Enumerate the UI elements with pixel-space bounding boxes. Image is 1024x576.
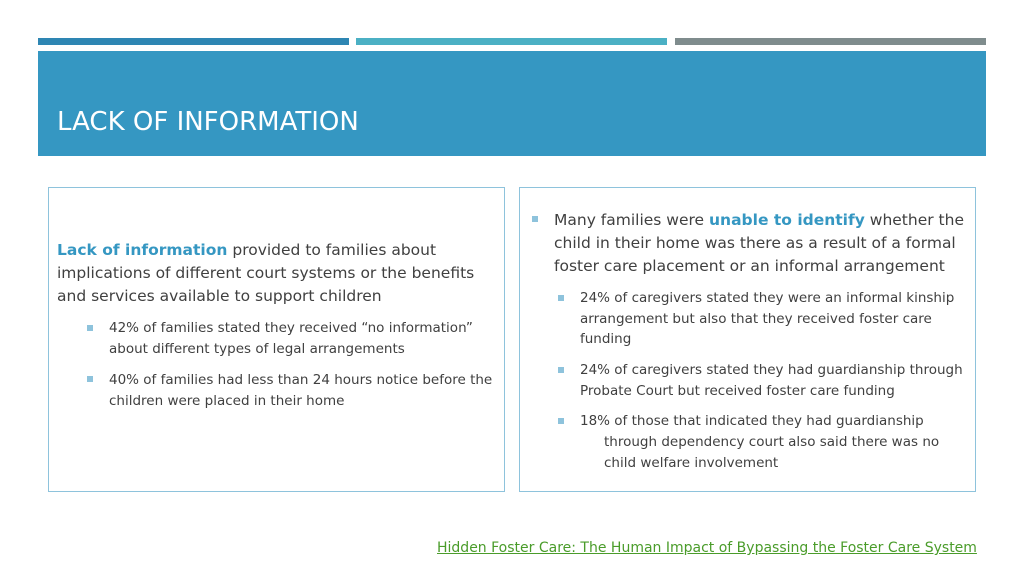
left-bullet-1: 42% of families stated they received “no information” about different types of legal arrangements <box>109 320 473 357</box>
title-banner <box>38 51 986 156</box>
left-main-text: provided to families about implications of different court systems or the benefits and services available to support children <box>57 241 475 305</box>
bullet-square-icon <box>87 376 93 382</box>
right-main-text-after: whether the child in their home was there as a result of a formal foster care placement or an informal arrangement <box>554 211 964 275</box>
right-highlight: unable to identify <box>709 211 865 229</box>
left-content-box <box>48 187 505 492</box>
bullet-square-icon <box>87 325 93 331</box>
accent-bar-gray <box>675 38 986 45</box>
source-link[interactable]: Hidden Foster Care: The Human Impact of Bypassing the Foster Care System <box>437 540 977 556</box>
left-main-paragraph <box>57 239 497 308</box>
left-bullet-2: 40% of families had less than 24 hours notice before the children were placed in their home <box>109 372 493 409</box>
right-bullet-3-line1: 18% of those that indicated they had guardianship <box>580 413 924 429</box>
accent-bar-teal <box>356 38 667 45</box>
slide-title: LACK OF INFORMATION <box>57 107 359 137</box>
right-main-text-before: Many families were <box>554 211 710 229</box>
bullet-square-icon <box>558 418 564 424</box>
bullet-square-icon <box>558 295 564 301</box>
right-bullet-2: 24% of caregivers stated they had guardianship through Probate Court but received foster care funding <box>580 362 963 399</box>
right-content-box <box>519 187 976 492</box>
right-main-paragraph <box>554 209 972 278</box>
bullet-square-icon <box>532 216 538 222</box>
accent-bar-blue <box>38 38 349 45</box>
bullet-square-icon <box>558 367 564 373</box>
right-bullet-1: 24% of caregivers stated they were an informal kinship arrangement but also that they received foster care funding <box>580 290 955 347</box>
left-highlight: Lack of information <box>57 241 228 259</box>
right-bullet-3-continuation: through dependency court also said there was no child welfare involvement <box>604 434 940 471</box>
